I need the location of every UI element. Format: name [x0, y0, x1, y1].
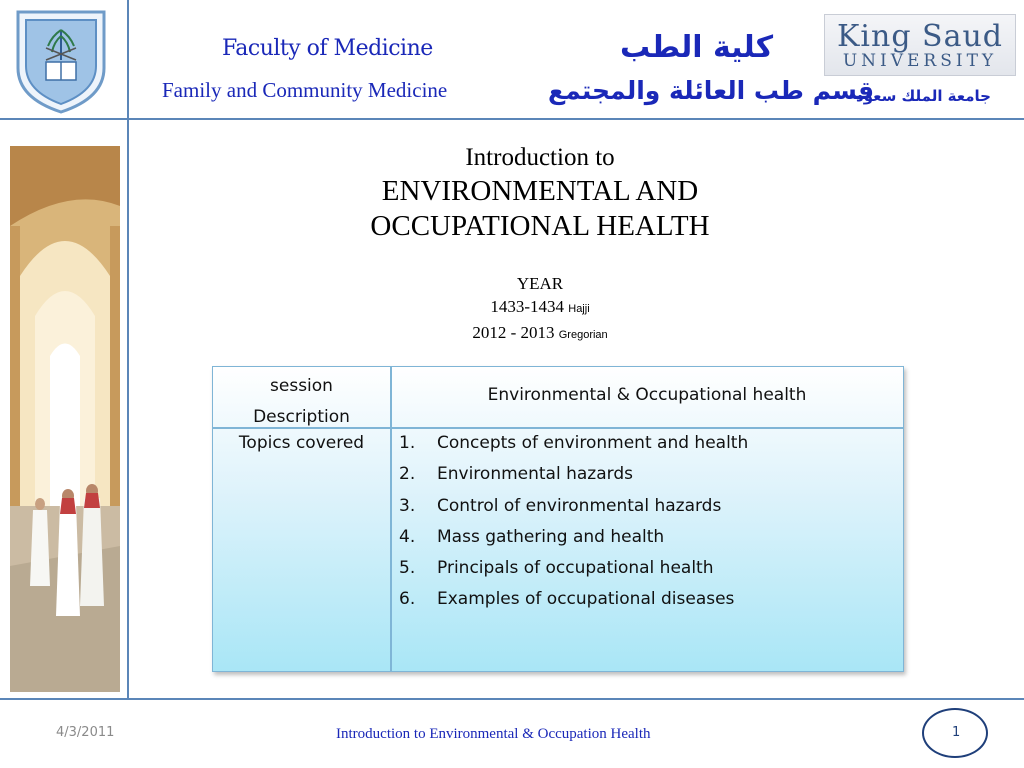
list-item — [399, 558, 748, 589]
ksu-seal-icon — [12, 6, 110, 116]
list-item — [399, 496, 748, 527]
list-item — [399, 589, 748, 620]
topic-text: Control of environmental hazards — [437, 495, 722, 516]
topic-number: 5. — [399, 558, 416, 579]
topic-text: Examples of occupational diseases — [437, 589, 735, 610]
table-column-divider — [390, 367, 392, 671]
slide-title — [280, 142, 800, 244]
topic-number: 2. — [399, 464, 416, 485]
title-intro: Introduction to — [465, 144, 615, 171]
gregorian-year — [380, 321, 700, 347]
university-logo — [824, 14, 1016, 76]
title-line-2: OCCUPATIONAL HEALTH — [370, 210, 710, 242]
title-line-1: ENVIRONMENTAL AND — [381, 175, 699, 207]
footer-date: 4/3/2011 — [56, 725, 115, 740]
department-title-ar: قسم طب العائلة والمجتمع — [548, 76, 875, 105]
topic-number: 6. — [399, 589, 416, 610]
hijri-year — [380, 295, 700, 321]
faculty-title-ar: كلية الطب — [620, 30, 774, 65]
university-logo-name: King Saud — [836, 19, 1004, 54]
footer-title: Introduction to Environmental & Occupation Health — [336, 726, 651, 742]
topic-text: Principals of occupational health — [437, 558, 714, 579]
faculty-title-en: Faculty of Medicine — [222, 36, 433, 61]
topic-number: 3. — [399, 495, 416, 516]
topics-list — [399, 433, 748, 621]
topic-text: Environmental hazards — [437, 464, 633, 485]
session-table — [212, 366, 904, 672]
university-logo-subtitle: UNIVERSITY — [842, 51, 998, 71]
list-item — [399, 527, 748, 558]
hijri-range: 1433-1434 — [490, 297, 564, 316]
footer-divider — [0, 698, 1024, 700]
department-title-en: Family and Community Medicine — [162, 78, 448, 102]
session-description-label — [213, 371, 390, 433]
university-name-ar: جامعة الملك سعود — [856, 87, 991, 105]
list-item — [399, 464, 748, 495]
session-description-value: Environmental & Occupational health — [487, 385, 807, 405]
academic-year — [380, 272, 700, 347]
page-number: 1 — [952, 725, 961, 740]
list-item — [399, 433, 748, 464]
gregorian-range: 2012 - 2013 — [472, 323, 555, 342]
header-divider — [0, 118, 1024, 120]
year-label: YEAR — [516, 274, 564, 293]
session-label-line-1: session — [270, 376, 333, 396]
sidebar-divider — [127, 0, 129, 698]
hijri-label: Hajji — [568, 303, 590, 315]
topics-covered-label: Topics covered — [238, 433, 365, 453]
topic-text: Concepts of environment and health — [437, 433, 749, 453]
session-label-line-2: Description — [253, 407, 350, 427]
corridor-photo — [10, 146, 120, 692]
topic-number: 4. — [399, 526, 416, 547]
topic-text: Mass gathering and health — [437, 526, 665, 547]
gregorian-label: Gregorian — [558, 329, 608, 341]
topic-number: 1. — [399, 433, 416, 453]
